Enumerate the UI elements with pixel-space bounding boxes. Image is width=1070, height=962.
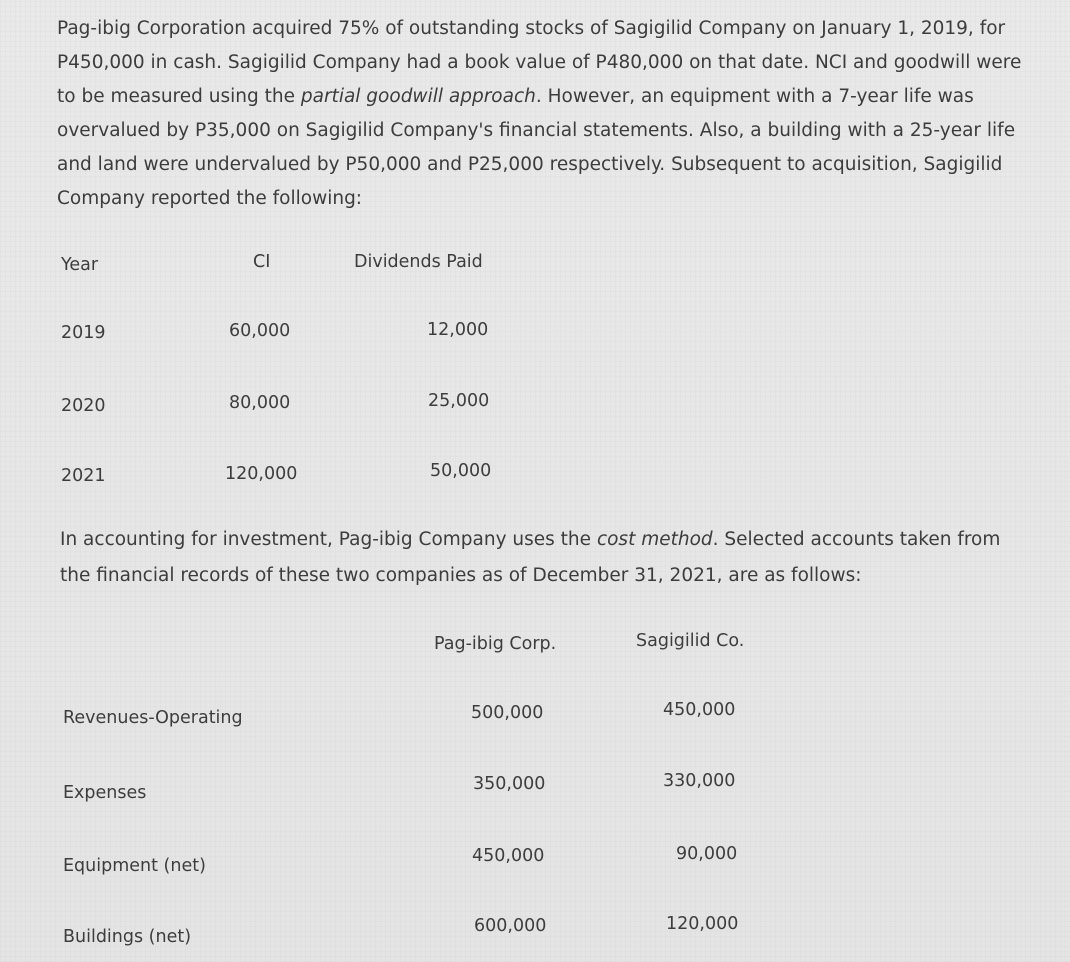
table2-header-pagibig: Pag-ibig Corp. — [434, 634, 557, 654]
intro-emphasis: partial goodwill approach — [300, 86, 536, 107]
table1-row-2019-ci: 60,000 — [229, 321, 291, 341]
table2-header-sagigilid: Sagigilid Co. — [636, 631, 745, 651]
table1-row-2021-year: 2021 — [61, 466, 106, 486]
table1-row-2020-ci: 80,000 — [229, 393, 291, 413]
table2-row-buildings-pagibig: 600,000 — [474, 916, 547, 936]
table2-row-buildings-sagigilid: 120,000 — [666, 914, 739, 934]
table1-row-2021-dividends: 50,000 — [430, 461, 492, 481]
table2-row-expenses-pagibig: 350,000 — [473, 774, 546, 794]
para2-emphasis: cost method — [596, 529, 713, 550]
intro-text-1: Pag-ibig Corporation acquired 75% of outstanding stocks of Sagigilid Company on January 1, 2019, for P450,000 in cash. Sagigilid Company had a book value of P480,000 on that date. NCI and goodwill were to be measured using the — [57, 18, 1022, 107]
table2-row-buildings-label: Buildings (net) — [63, 927, 192, 947]
intro-paragraph — [57, 12, 1027, 216]
table2-row-equipment-sagigilid: 90,000 — [676, 844, 738, 864]
table2-row-revenues-label: Revenues-Operating — [63, 708, 243, 728]
para2-text-1: In accounting for investment, Pag-ibig Company uses the — [60, 529, 597, 550]
para2-text-2: . Selected accounts taken from the financial records of these two companies as of December 31, 2021, are as follows: — [60, 529, 1001, 586]
method-paragraph — [60, 522, 1035, 594]
table1-header-year: Year — [61, 255, 99, 275]
table1-row-2019-dividends: 12,000 — [427, 320, 489, 340]
table2-row-equipment-pagibig: 450,000 — [472, 846, 545, 866]
table2-row-expenses-sagigilid: 330,000 — [663, 771, 736, 791]
table1-row-2021-ci: 120,000 — [225, 464, 298, 484]
table2-row-expenses-label: Expenses — [63, 783, 147, 803]
table1-header-dividends: Dividends Paid — [354, 252, 483, 272]
table2-row-revenues-sagigilid: 450,000 — [663, 700, 736, 720]
table2-row-revenues-pagibig: 500,000 — [471, 703, 544, 723]
intro-text-2: . However, an equipment with a 7-year life was overvalued by P35,000 on Sagigilid Company's financial statements. Also, a building with a 25-year life and land were undervalued by P50,000 and P25,000 respectively. Subsequent to acquisition, Sagigilid Company reported the following: — [57, 86, 1016, 209]
table2-row-equipment-label: Equipment (net) — [63, 856, 206, 876]
table1-row-2019-year: 2019 — [61, 323, 106, 343]
table1-row-2020-dividends: 25,000 — [428, 391, 490, 411]
table1-row-2020-year: 2020 — [61, 396, 106, 416]
table1-header-ci: CI — [253, 252, 271, 272]
